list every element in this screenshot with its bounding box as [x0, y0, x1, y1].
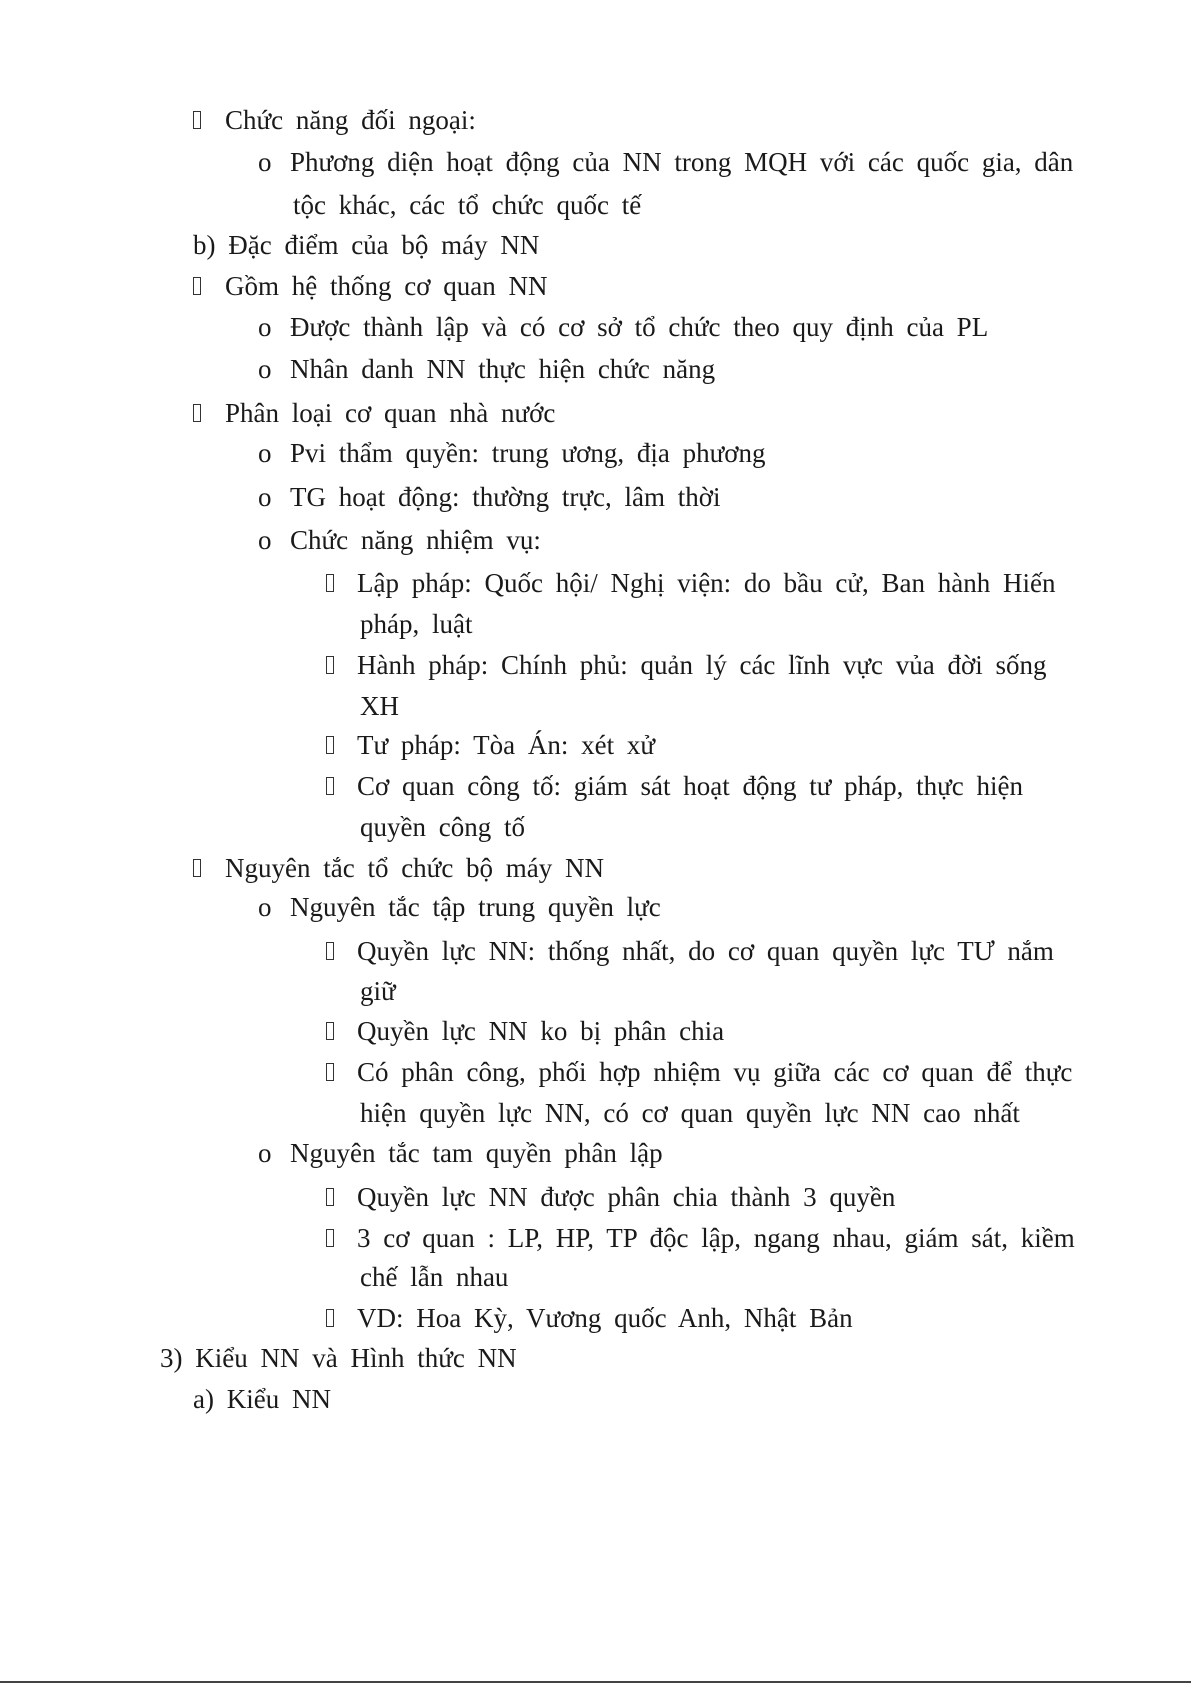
document-line: Quyền lực NN ko bị phân chia [357, 1016, 725, 1046]
bullet-square-icon [193, 277, 201, 295]
bullet-square-icon [326, 1229, 334, 1247]
bullet-square-icon [326, 942, 334, 960]
bullet-marker: o [258, 525, 272, 555]
bullet-marker: o [258, 1138, 272, 1168]
document-line: Nhân danh NN thực hiện chức năng [290, 354, 716, 384]
bullet-marker: o [258, 438, 272, 468]
document-line: Hành pháp: Chính phủ: quản lý các lĩnh vực vủa đời sống [357, 650, 1047, 680]
document-line: Tư pháp: Tòa Án: xét xử [357, 730, 655, 760]
document-line: Chức năng nhiệm vụ: [290, 525, 541, 555]
document-line: Nguyên tắc tam quyền phân lập [290, 1138, 663, 1168]
document-line: a) Kiểu NN [193, 1384, 331, 1414]
bullet-square-icon [326, 1188, 334, 1206]
document-line: Quyền lực NN: thống nhất, do cơ quan quyền lực TƯ nắm [357, 936, 1054, 966]
document-line: Có phân công, phối hợp nhiệm vụ giữa các cơ quan để thực [357, 1057, 1073, 1087]
document-line: Cơ quan công tố: giám sát hoạt động tư pháp, thực hiện [357, 771, 1023, 801]
document-line: Lập pháp: Quốc hội/ Nghị viện: do bầu cử, Ban hành Hiến [357, 568, 1056, 598]
document-line: chế lẫn nhau [360, 1262, 509, 1292]
bullet-square-icon [326, 736, 334, 754]
bullet-square-icon [326, 1022, 334, 1040]
document-line: 3 cơ quan : LP, HP, TP độc lập, ngang nhau, giám sát, kiềm [357, 1223, 1075, 1253]
bullet-square-icon [193, 859, 201, 877]
bullet-square-icon [326, 777, 334, 795]
document-line: TG hoạt động: thường trực, lâm thời [290, 482, 721, 512]
bullet-square-icon [326, 656, 334, 674]
bullet-square-icon [326, 574, 334, 592]
document-line: Pvi thẩm quyền: trung ương, địa phương [290, 438, 766, 468]
bullet-square-icon [326, 1063, 334, 1081]
document-line: Phương diện hoạt động của NN trong MQH với các quốc gia, dân [290, 147, 1074, 177]
document-line: giữ [360, 976, 396, 1006]
document-line: Nguyên tắc tập trung quyền lực [290, 892, 661, 922]
page-bottom-rule [0, 1681, 1191, 1683]
bullet-marker: o [258, 482, 272, 512]
document-line: b) Đặc điểm của bộ máy NN [193, 230, 540, 260]
bullet-marker: o [258, 892, 272, 922]
document-line: Nguyên tắc tổ chức bộ máy NN [225, 853, 605, 883]
document-line: tộc khác, các tổ chức quốc tế [293, 190, 642, 220]
bullet-square-icon [326, 1309, 334, 1327]
document-line: quyền công tố [360, 812, 525, 842]
bullet-marker: o [258, 312, 272, 342]
document-line: Quyền lực NN được phân chia thành 3 quyền [357, 1182, 896, 1212]
document-line: Chức năng đối ngoại: [225, 105, 476, 135]
document-line: VD: Hoa Kỳ, Vương quốc Anh, Nhật Bản [357, 1303, 853, 1333]
document-line: Phân loại cơ quan nhà nước [225, 398, 556, 428]
document-line: pháp, luật [360, 609, 473, 639]
document-line: Gồm hệ thống cơ quan NN [225, 271, 548, 301]
document-line: 3) Kiểu NN và Hình thức NN [160, 1343, 517, 1373]
bullet-marker: o [258, 147, 272, 177]
document-line: Được thành lập và có cơ sở tổ chức theo quy định của PL [290, 312, 989, 342]
bullet-square-icon [193, 111, 201, 129]
document-line: hiện quyền lực NN, có cơ quan quyền lực NN cao nhất [360, 1098, 1020, 1128]
document-line: XH [360, 691, 399, 721]
bullet-square-icon [193, 404, 201, 422]
bullet-marker: o [258, 354, 272, 384]
